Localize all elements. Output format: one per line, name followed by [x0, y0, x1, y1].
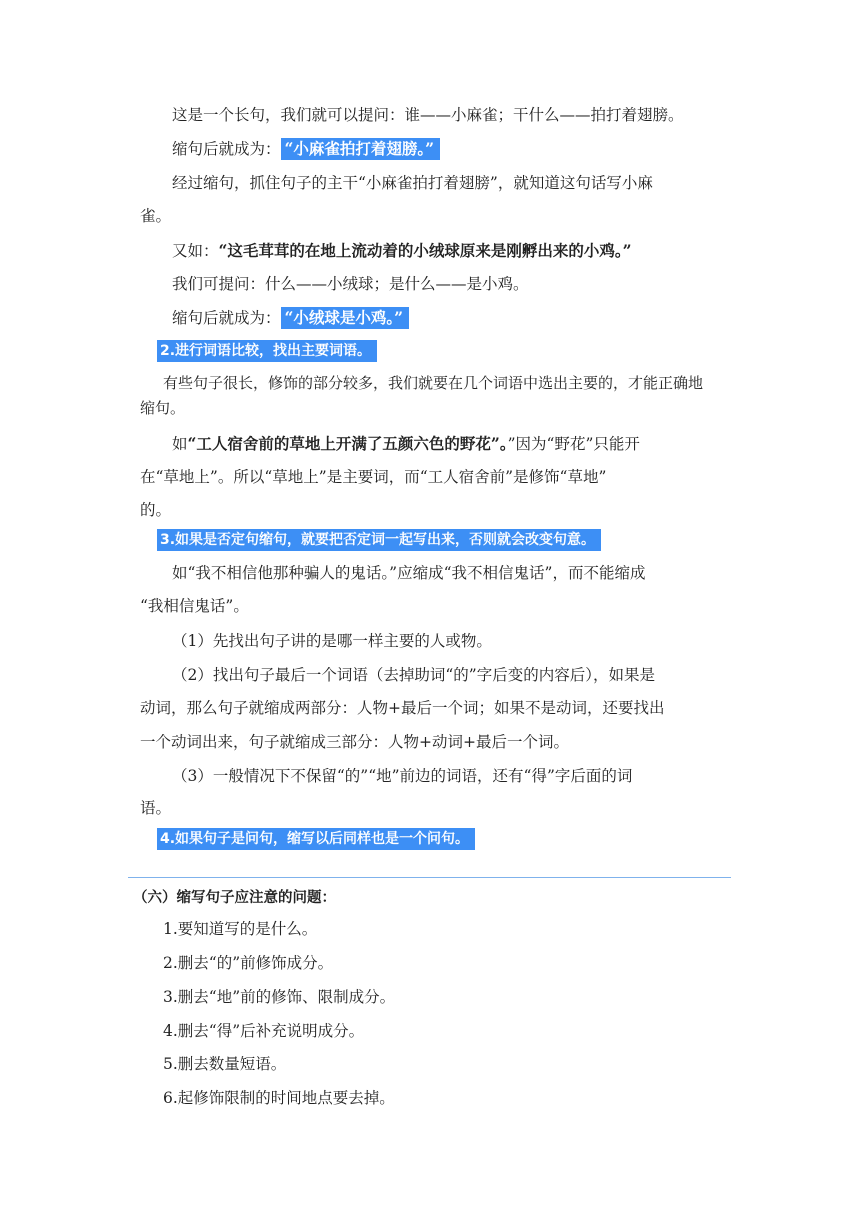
- line-prefix: 缩句后就成为：: [172, 309, 281, 327]
- line-prefix: 缩句后就成为：: [172, 140, 281, 158]
- paragraph-line: 这是一个长句，我们就可以提问：谁——小麻雀；干什么——拍打着翅膀。: [172, 106, 684, 124]
- paragraph-line: 在“草地上”。所以“草地上”是主要词，而“工人宿舍前”是修饰“草地”: [140, 468, 607, 486]
- line-prefix: 又如：: [172, 242, 219, 260]
- list-item: 2.删去“的”前修饰成分。: [163, 954, 334, 972]
- list-item: 4.删去“得”后补充说明成分。: [163, 1022, 365, 1040]
- paragraph-line: 缩句。: [140, 399, 186, 417]
- heading-3: 3.如果是否定句缩句，就要把否定词一起写出来，否则就会改变句意。: [157, 529, 601, 551]
- sub-point: （1）先找出句子讲的是哪一样主要的人或物。: [172, 632, 492, 650]
- section-title: （六）缩写句子应注意的问题：: [133, 890, 336, 906]
- paragraph-line: 我们可提问：什么——小绒球；是什么——是小鸡。: [172, 275, 529, 293]
- sub-point: （2）找出句子最后一个词语（去掉助词“的”字后变的内容后），如果是: [172, 666, 655, 684]
- paragraph-line: 经过缩句，抓住句子的主干“小麻雀拍打着翅膀”，就知道这句话写小麻: [172, 174, 653, 192]
- paragraph-line: 有些句子很长，修饰的部分较多，我们就要在几个词语中选出主要的，才能正确地: [163, 374, 704, 392]
- paragraph-line: [172, 433, 772, 455]
- paragraph-line: [172, 240, 772, 262]
- list-item: 6.起修饰限制的时间地点要去掉。: [163, 1089, 395, 1107]
- example-sentence: “工人宿舍前的草地上开满了五颜六色的野花”。: [187, 434, 508, 453]
- paragraph-line: 的。: [140, 501, 172, 519]
- line-prefix: 如: [172, 435, 188, 453]
- paragraph-line: [172, 138, 772, 160]
- line-rest: ”因为“野花”只能开: [507, 435, 640, 453]
- paragraph-line: “我相信鬼话”。: [140, 597, 249, 615]
- paragraph-line: 一个动词出来，句子就缩成三部分：人物+动词+最后一个词。: [140, 733, 569, 751]
- list-item: 1.要知道写的是什么。: [163, 920, 318, 938]
- section-divider: [128, 877, 731, 878]
- paragraph-line: [172, 307, 772, 329]
- paragraph-line: 如“我不相信他那种骗人的鬼话。”应缩成“我不相信鬼话”，而不能缩成: [172, 564, 646, 582]
- highlighted-answer: “小麻雀拍打着翅膀。”: [281, 138, 441, 160]
- paragraph-line: 雀。: [140, 207, 172, 225]
- highlighted-answer: “小绒球是小鸡。”: [281, 307, 410, 329]
- example-sentence: “这毛茸茸的在地上流动着的小绒球原来是刚孵出来的小鸡。”: [218, 241, 632, 260]
- sub-point: （3）一般情况下不保留“的”“地”前边的词语，还有“得”字后面的词: [172, 767, 633, 785]
- paragraph-line: 动词，那么句子就缩成两部分：人物+最后一个词；如果不是动词，还要找出: [140, 699, 665, 717]
- list-item: 5.删去数量短语。: [163, 1055, 287, 1073]
- heading-2: 2.进行词语比较，找出主要词语。: [157, 340, 377, 362]
- paragraph-line: 语。: [140, 799, 172, 817]
- heading-4: 4.如果句子是问句，缩写以后同样也是一个问句。: [157, 828, 475, 850]
- list-item: 3.删去“地”前的修饰、限制成分。: [163, 988, 396, 1006]
